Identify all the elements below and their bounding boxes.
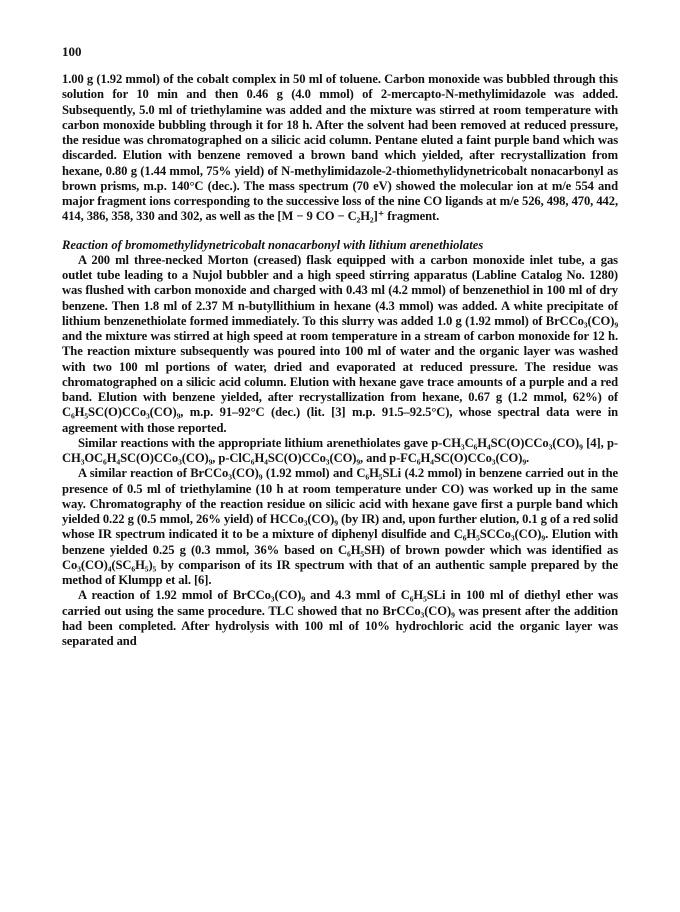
page-number: 100 xyxy=(62,44,82,59)
paragraph-triethylamine-reaction: A similar reaction of BrCCo₃(CO)₉ (1.92 mmol) and C₆H₅SLi (4.2 mmol) in benzene carried out in the presence of 0.5 ml of triethylamine (10 h at room temperature under CO) was worked up in the same way. Chromatography of the reaction residue on silicic acid with hexane gave first a purple band which yielded 0.22 g (0.5 mmol, 26% yield) of HCCo₃(CO)₉ (by IR) and, upon further elution, 0.1 g of a red solid whose IR spectrum indicated it to be a mixture of diphenyl disulfide and C₆H₅SCCo₃(CO)₉. Elution with benzene yielded 0.25 g (0.3 mmol, 36% based on C₆H₅SH) of brown powder which was identified as Co₃(CO)₄(SC₆H₅)₅ by comparison of its IR spectrum with that of an authentic sample prepared by the method of Klumpp et al. [6]. xyxy=(62,466,618,587)
document-page xyxy=(62,44,618,649)
section-heading: Reaction of bromomethylidynetricobalt nonacarbonyl with lithium arenethiolates xyxy=(62,237,484,252)
paragraph-similar-reactions: Similar reactions with the appropriate lithium arenethiolates gave p-CH₃C₆H₄SC(O)CCo₃(CO)₉ [4], p-CH₃OC₆H₄SC(O)CCo₃(CO)₉, p-ClC₆H₄SC(O)CCo₃(CO)₉, and p-FC₆H₄SC(O)CCo₃(CO)₉. xyxy=(62,435,618,465)
paragraph-diethyl-ether-reaction: A reaction of 1.92 mmol of BrCCo₃(CO)₉ and 4.3 mml of C₆H₅SLi in 100 ml of diethyl ether was carried out using the same procedure. TLC showed that no BrCCo₃(CO)₉ was present after the addition had been completed. After hydrolysis with 100 ml of 10% hydrochloric acid the organic layer was separated and xyxy=(62,588,618,648)
paragraph-procedure-continued: 1.00 g (1.92 mmol) of the cobalt complex in 50 ml of toluene. Carbon monoxide was bubbled through this solution for 10 min and then 0.46 g (4.0 mmol) of 2-mercapto-N-methylimidazole was added. Subsequently, 5.0 ml of triethylamine was added and the mixture was stirred at room temperature with carbon monoxide bubbling through it for 18 h. After the solvent had been removed at reduced pressure, the residue was chromatographed on a silicic acid column. Pentane eluted a faint purple band which was discarded. Elution with benzene removed a brown band which yielded, after recrystallization from hexane, 0.80 g (1.44 mmol, 75% yield) of N-methylimidazole-2-thiomethylidynetricobalt nonacarbonyl as brown prisms, m.p. 140°C (dec.). The mass spectrum (70 eV) showed the molecular ion at m/e 554 and major fragment ions corresponding to the successive loss of the nine CO ligands at m/e 526, 498, 470, 442, 414, 386, 358, 330 and 302, as well as the [M − 9 CO − C₂H₂]⁺ fragment. xyxy=(62,72,618,224)
paragraph-morton-flask-procedure: A 200 ml three-necked Morton (creased) flask equipped with a carbon monoxide inlet tube, a gas outlet tube leading to a Nujol bubbler and a high speed stirring apparatus (Labline Catalog No. 1280) was flushed with carbon monoxide and charged with 0.43 ml (4.2 mmol) of benzenethiol in 100 ml of dry benzene. Then 1.8 ml of 2.37 M n-butyllithium in hexane (4.3 mmol) was added. A white precipitate of lithium benzenethiolate formed immediately. To this slurry was added 1.0 g (1.92 mmol) of BrCCo₃(CO)₉ and the mixture was stirred at high speed at room temperature in a stream of carbon monoxide for 12 h. The reaction mixture subsequently was poured into 100 ml of water and the organic layer was washed with two 100 ml portions of water, dried and evaporated at reduced pressure. The residue was chromatographed on a silicic acid column. Elution with hexane gave trace amounts of a purple and a red band. Elution with benzene yielded, after recrystallization from hexane, 0.67 g (1.2 mmol, 62%) of C₆H₅SC(O)CCo₃(CO)₉, m.p. 91–92°C (dec.) (lit. [3] m.p. 91.5–92.5°C), whose spectral data were in agreement with those reported. xyxy=(62,252,618,435)
